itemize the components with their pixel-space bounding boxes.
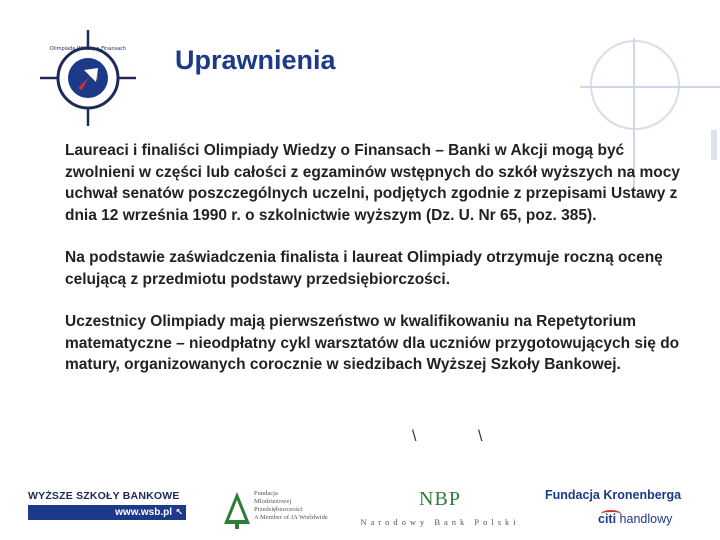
kronenberg-name: Fundacja Kronenberga [545, 488, 682, 502]
tick-mark: \ [412, 428, 417, 445]
cursor-icon: ↖ [175, 507, 183, 517]
wsb-url-text: www.wsb.pl [115, 507, 172, 518]
sponsor-footer [0, 480, 720, 540]
citi-text: citi [598, 512, 617, 526]
fmp-text [254, 490, 328, 522]
olimpiada-emblem [40, 30, 136, 126]
decor-bar [711, 130, 717, 160]
kronenberg-logo [545, 488, 695, 526]
main-content [65, 140, 695, 397]
emblem-text: Olimpiada Wiedzy o Finansach [49, 46, 127, 52]
handlowy-text: handlowy [619, 512, 673, 526]
nbp-abbr: NBP [419, 488, 461, 510]
paragraph-exam-exemption: Laureaci i finaliści Olimpiady Wiedzy o Finansach – Banki w Akcji mogą być zwolnieni w części lub całości z egzaminów wstępnych do szkół wyższych na mocy uchwał senatów poszczególnych uczelni, podjętych zgodnie z przepisami Ustawy z dnia 12 września 1990 r. o szkolnictwie wyższym (Dz. U. Nr 65, poz. 385). [65, 142, 681, 224]
fmp-line2: Młodzieżowej [254, 498, 292, 505]
fmp-logo [222, 490, 332, 536]
decor-circle [590, 40, 680, 130]
paragraph-repetytorium: Uczestnicy Olimpiady mają pierwszeństwo w kwalifikowaniu na Repetytorium matematyczne – nieodpłatny cykl warsztatów dla uczniów przygotowujących się do matury, organizowanych corocznie w siedzibach Wyższej Szkoły Bankowej. [65, 313, 680, 373]
wsb-url[interactable] [28, 505, 186, 520]
fmp-line1: Fundacja [254, 490, 278, 497]
nbp-logo [360, 488, 520, 527]
nbp-full-name: Narodowy Bank Polski [360, 517, 520, 527]
tree-icon [222, 490, 252, 530]
wsb-name: WYŻSZE SZKOŁY BANKOWE [28, 490, 180, 502]
citi-arc-icon [601, 510, 621, 518]
wsb-logo[interactable] [28, 490, 186, 520]
page-title: Uprawnienia [175, 45, 336, 75]
fmp-line4: A Member of JA Worldwide [254, 514, 328, 521]
decor-line-horizontal [580, 86, 720, 88]
tick-mark: \ [478, 428, 483, 445]
paragraph-grade: Na podstawie zaświadczenia finalista i laureat Olimpiady otrzymuje roczną ocenę celującą z przedmiotu podstawy przedsiębiorczości. [65, 249, 663, 288]
fmp-line3: Przedsiębiorczości [254, 506, 303, 513]
